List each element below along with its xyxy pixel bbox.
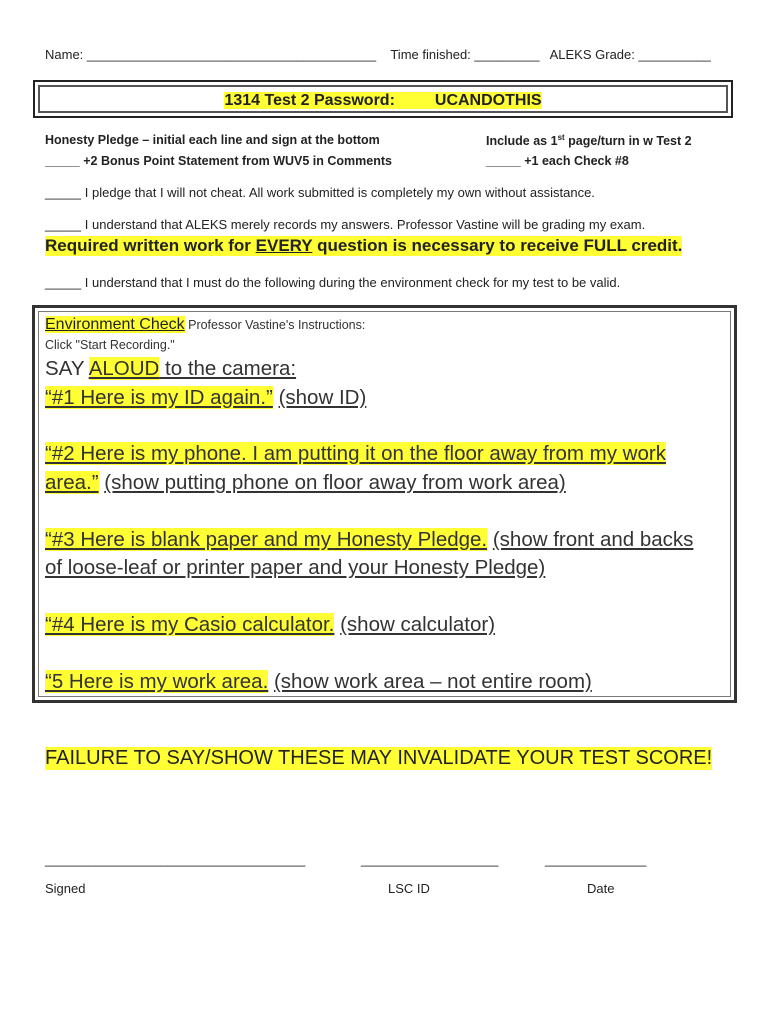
password-box-inner <box>38 85 728 113</box>
click-start-recording: Click "Start Recording." <box>45 338 175 352</box>
required-work-notice: Required written work for EVERY question is necessary to receive FULL credit. <box>45 236 683 255</box>
pledge-heading: Honesty Pledge – initial each line and sign at the bottom <box>45 133 380 147</box>
pledge-line-3: _____ I understand that I must do the following during the environment check for my test to be valid. <box>45 275 621 290</box>
signed-label: Signed <box>45 881 86 896</box>
password-box <box>33 80 733 118</box>
password-value: UCANDOTHIS <box>434 92 542 109</box>
item-1: “#1 Here is my ID again.” (show ID) <box>45 386 367 409</box>
time-finished-label: Time finished: <box>390 47 471 62</box>
instructions-subtitle: Professor Vastine's Instructions: <box>188 318 366 332</box>
initial-blank[interactable]: _____ <box>45 275 82 290</box>
signature-field[interactable]: ____________________________________ <box>45 852 306 867</box>
aleks-grade-field[interactable]: __________ <box>638 47 711 62</box>
item-3-line-1: “#3 Here is blank paper and my Honesty Pledge. (show front and backs <box>45 528 694 551</box>
failure-warning: FAILURE TO SAY/SHOW THESE MAY INVALIDATE YOUR TEST SCORE! <box>45 747 713 769</box>
environment-check-title: Environment Check Professor Vastine's Instructions: <box>45 316 366 333</box>
initial-blank[interactable]: _____ <box>45 154 80 168</box>
initial-blank[interactable]: _____ <box>45 217 82 232</box>
item-2-line-1: “#2 Here is my phone. I am putting it on the floor away from my work <box>45 442 666 465</box>
aleks-grade-label: ALEKS Grade: <box>549 47 635 62</box>
check-text: +1 each Check #8 <box>524 154 629 168</box>
name-label: Name: <box>45 47 84 62</box>
header-fields <box>45 47 711 62</box>
say-aloud-line: SAY ALOUD to the camera: <box>45 357 297 380</box>
lsc-id-label: LSC ID <box>388 881 430 896</box>
initial-blank[interactable]: _____ <box>486 154 521 168</box>
date-label: Date <box>587 881 615 896</box>
pledge-line-1: _____ I pledge that I will not cheat. All work submitted is completely my own without assistance. <box>45 185 595 200</box>
include-note: Include as 1st page/turn in w Test 2 <box>486 133 692 149</box>
item-3-line-2: of loose-leaf or printer paper and your Honesty Pledge) <box>45 556 546 579</box>
lsc-id-field[interactable]: ___________________ <box>361 852 499 867</box>
item-2-line-2: area.” (show putting phone on floor away from work area) <box>45 471 566 494</box>
password-line <box>40 92 726 110</box>
item-5: “5 Here is my work area. (show work area – not entire room) <box>45 670 592 693</box>
date-field[interactable]: ______________ <box>545 852 647 867</box>
initial-blank[interactable]: _____ <box>45 185 82 200</box>
item-4: “#4 Here is my Casio calculator. (show calculator) <box>45 613 496 636</box>
check-line <box>486 154 629 168</box>
pledge-line-2: _____ I understand that ALEKS merely records my answers. Professor Vastine will be grading my exam. <box>45 217 646 232</box>
password-label: 1314 Test 2 Password: UCANDOTHIS <box>224 92 542 109</box>
bonus-text: +2 Bonus Point Statement from WUV5 in Comments <box>83 154 392 168</box>
name-field[interactable]: ________________________________________ <box>86 47 377 62</box>
bonus-line <box>45 154 392 168</box>
time-finished-field[interactable]: _________ <box>474 47 540 62</box>
